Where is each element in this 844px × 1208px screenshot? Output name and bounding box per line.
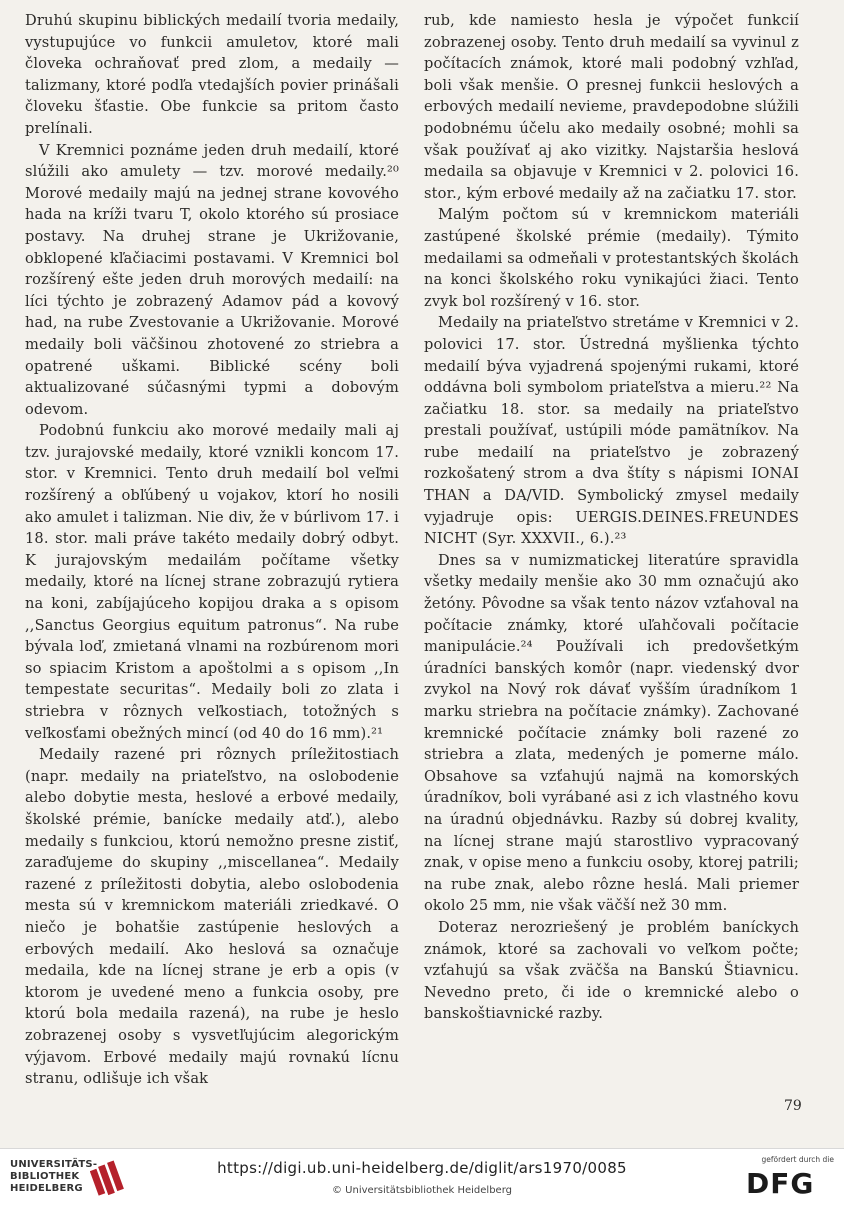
dfg-wordmark: DFG <box>746 1167 815 1200</box>
paragraph: Druhú skupinu biblických medailí tvoria medaily, vystupujúce vo funkcii amuletov, ktoré mali človeka ochraňovať pred zlom, a medaily — talizmany, ktoré podľa vtedajších povier prinášali človeku šťastie. Obe funkcie sa pritom často prelínali. <box>25 12 399 137</box>
page-url-link[interactable]: https://digi.ub.uni-heidelberg.de/diglit/ars1970/0085 <box>217 1159 627 1177</box>
copyright-notice: © Universitätsbibliothek Heidelberg <box>331 1185 512 1196</box>
paragraph: Malým počtom sú v kremnickom materiáli zastúpené školské prémie (medaily). Týmito medailami sa odmeňali v protestantských školách na konci školského roku vynikajúci žiaci. Tento zvyk bol rozšírený v 16. stor. <box>424 206 799 310</box>
dfg-logo[interactable] <box>746 1155 834 1201</box>
paragraph: Medaily razené pri rôznych príležitostiach (napr. medaily na priateľstvo, na oslobodenie alebo dobytie mesta, heslové a erbové medaily, školské prémie, banícke medaily atď.), alebo medaily s funkciou, ktorú nemožno presne zistiť, zaraďujeme do skupiny ,,miscellanea“. Medaily razené z príležitosti dobytia, alebo oslobodenia mesta sú v kremnickom materiáli zriedkavé. O niečo je bohatšie zastúpenie heslových a erbových medailí. Ako heslová sa označuje medaila, kde na lícnej strane je erb a opis (v ktorom je uvedené meno a funkcia osoby, pre ktorú bola medaila razená), na rube je heslo zobrazenej osoby s vysvetľujúcim alegorickým výjavom. Erbové medaily majú rovnakú lícnu stranu, odlišuje ich však <box>25 746 399 1088</box>
paragraph: Podobnú funkciu ako morové medaily mali aj tzv. jurajovské medaily, ktoré vznikli koncom 17. stor. v Kremnici. Tento druh medailí bol veľmi rozšírený a obľúbený u vojakov, ktorí ho nosili ako amulet i talizman. Nie div, že v búrlivom 17. i 18. stor. mali práve takéto medaily dobrý odbyt. K jurajovským medailám počítame všetky medaily, ktoré na lícnej strane zobrazujú rytiera na koni, zabíjajúceho kopijou draka a s opisom ,,Sanctus Georgius equitum patronus“. Na rube bývala loď, zmietaná vlnami na rozbúrenom mori so spiacim Kristom a apoštolmi a s opisom ,,In tempestate securitas“. Medaily boli zo zlata i striebra v rôznych veľkostiach, totožných s veľkosťami obežných mincí (od 40 do 16 mm).²¹ <box>25 422 399 742</box>
paragraph: Medaily na priateľstvo stretáme v Kremnici v 2. polovici 17. stor. Ústredná myšlienka týchto medailí býva vyjadrená spojenými rukami, ktoré oddávna boli symbolom priateľstva a mieru.²² Na začiatku 18. stor. sa medaily na priateľstvo prestali používať, ustúpili móde pamätníkov. Na rube medailí na priateľstvo je zobrazený rozkošatený strom a dva štíty s nápismi IONAI THAN a DA/VID. Symbolický zmysel medaily vyjadruje opis: UERGIS.DEINES.FREUNDES NICHT (Syr. XXXVII., 6.).²³ <box>424 314 799 548</box>
right-text-column <box>424 10 799 1025</box>
page-number: 79 <box>784 1098 802 1114</box>
paragraph: Dnes sa v numizmatickej literatúre spravidla všetky medaily menšie ako 30 mm označujú ako žetóny. Pôvodne sa však tento názov vzťahoval na počítacie známky, ktoré uľahčovali počítacie manipulácie.²⁴ Používali ich predovšetkým úradníci banských komôr (napr. viedenský dvor zvykol na Nový rok dávať vyšším úradníkom 1 marku striebra na počítacie známky). Zachované kremnické počítacie známky boli razené zo striebra a zlata, medených je pomerne málo. Obsahove sa vzťahujú najmä na komorských úradníkov, boli vyrábané asi z ich vlastného kovu na úradnú objednávku. Razby sú dobrej kvality, na lícnej strane majú starostlivo vypracovaný znak, v opise meno a funkciu osoby, ktorej patrili; na rube znak, alebo rôzne heslá. Mali priemer okolo 25 mm, nie však väčší než 30 mm. <box>424 551 799 915</box>
paragraph: rub, kde namiesto hesla je výpočet funkcií zobrazenej osoby. Tento druh medailí sa vyvinul z počítacích známok, ktoré mali podobný vzhľad, boli však menšie. O presnej funkcii heslových a erbových medailí nevieme, pravdepodobne slúžili podobnému účelu ako medaily osobné; mohli sa však používať aj ako vizitky. Najstaršia heslová medaila sa objavuje v Kremnici v 2. polovici 16. stor., kým erbové medaily až na začiatku 17. stor. <box>424 12 799 202</box>
funder-note: gefördert durch die <box>761 1155 834 1164</box>
paragraph: V Kremnici poznáme jeden druh medailí, ktoré slúžili ako amulety — tzv. morové medaily.²⁰ Morové medaily majú na jednej strane kovového hada na kríži tvaru T, okolo ktorého sú prosiace postavy. Na druhej strane je Ukrižovanie, obklopené kľačiacimi postavami. V Kremnici bol rozšírený ešte jeden druh morových medailí: na líci týchto je zobrazený Adamov pád a kovový had, na rube Zvestovanie a Ukrižovanie. Morové medaily boli väčšinou zhotovené zo striebra a opatrené uškami. Biblické scény boli aktualizované súčasnými typmi a dobovým odevom. <box>25 141 399 418</box>
paragraph: Doteraz nerozriešený je problém baníckych známok, ktoré sa zachovali vo veľkom počte; vzťahujú sa však zväčša na Banskú Štiavnicu. Nevedno preto, či ide o kremnické alebo o banskoštiavnické razby. <box>424 918 799 1023</box>
footer-bar <box>0 1148 844 1208</box>
left-text-column <box>25 10 399 1090</box>
library-name: UNIVERSITÄTS- BIBLIOTHEK HEIDELBERG <box>10 1159 98 1194</box>
